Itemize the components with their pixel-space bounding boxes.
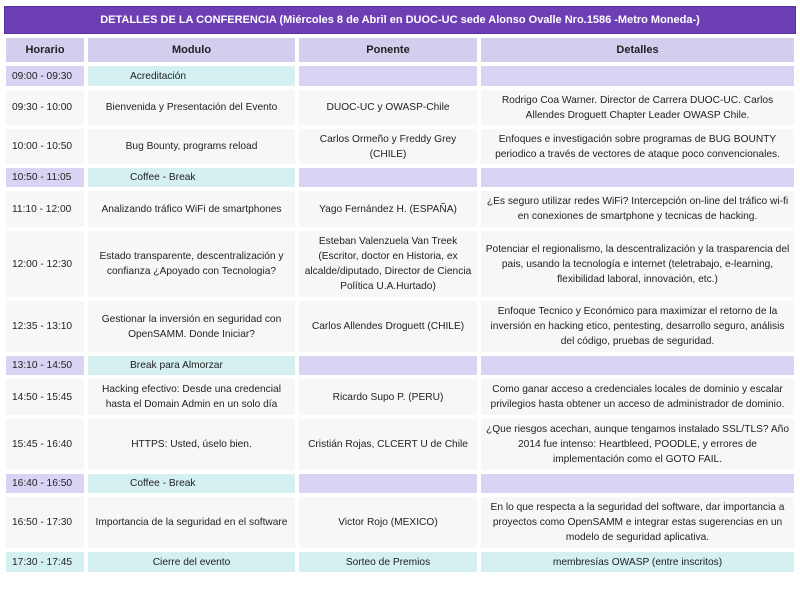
cell-module: Coffee - Break bbox=[86, 472, 297, 495]
cell-time: 09:30 - 10:00 bbox=[4, 88, 86, 127]
table-row bbox=[4, 472, 796, 495]
table-row bbox=[4, 166, 796, 189]
cell-speaker: Carlos Allendes Droguett (CHILE) bbox=[297, 299, 479, 354]
cell-module: Analizando tráfico WiFi de smartphones bbox=[86, 189, 297, 229]
cell-details bbox=[479, 166, 796, 189]
table-row bbox=[4, 64, 796, 88]
cell-details: Potenciar el regionalismo, la descentralización y la trasparencia del pais, usando la tecnología e internet (teletrabajo, e-learning, flexibilidad laboral, innovación, etc.) bbox=[479, 229, 796, 299]
table-row bbox=[4, 299, 796, 354]
cell-details bbox=[479, 64, 796, 88]
cell-details: ¿Que riesgos acechan, aunque tengamos instalado SSL/TLS? Año 2014 fue intenso: Heartbleed, POODLE, y errores de implementación como el GOTO FAIL. bbox=[479, 417, 796, 472]
cell-speaker: DUOC-UC y OWASP-Chile bbox=[297, 88, 479, 127]
header-row bbox=[4, 36, 796, 64]
cell-time: 13:10 - 14:50 bbox=[4, 354, 86, 377]
cell-module: Estado transparente, descentralización y confianza ¿Apoyado con Tecnologia? bbox=[86, 229, 297, 299]
table-row bbox=[4, 189, 796, 229]
cell-details: ¿Es seguro utilizar redes WiFi? Intercepción on-line del tráfico wi-fi en conexiones de smartphone y tecnicas de hacking. bbox=[479, 189, 796, 229]
table-row bbox=[4, 417, 796, 472]
cell-speaker: Carlos Ormeño y Freddy Grey (CHILE) bbox=[297, 127, 479, 166]
cell-details: Enfoque Tecnico y Económico para maximizar el retorno de la inversión en hacking etico, pentesting, desarrollo seguro, análisis del código, pruebas de seguridad. bbox=[479, 299, 796, 354]
cell-time: 12:00 - 12:30 bbox=[4, 229, 86, 299]
schedule-title: DETALLES DE LA CONFERENCIA (Miércoles 8 de Abril en DUOC-UC sede Alonso Ovalle Nro.1586 -Metro Moneda-) bbox=[4, 6, 796, 34]
cell-speaker: Cristián Rojas, CLCERT U de Chile bbox=[297, 417, 479, 472]
cell-module: HTTPS: Usted, úselo bien. bbox=[86, 417, 297, 472]
cell-module: Importancia de la seguridad en el software bbox=[86, 495, 297, 550]
cell-time: 16:50 - 17:30 bbox=[4, 495, 86, 550]
table-row bbox=[4, 229, 796, 299]
table-row bbox=[4, 550, 796, 574]
cell-speaker: Victor Rojo (MEXICO) bbox=[297, 495, 479, 550]
header-ponente: Ponente bbox=[297, 36, 479, 64]
cell-time: 15:45 - 16:40 bbox=[4, 417, 86, 472]
cell-time: 12:35 - 13:10 bbox=[4, 299, 86, 354]
cell-details: En lo que respecta a la seguridad del software, dar importancia a proyectos como OpenSAMM e integrar estas sugerencias en un modelo de seguridad aplicativa. bbox=[479, 495, 796, 550]
schedule-table bbox=[4, 36, 796, 574]
cell-details: membresías OWASP (entre inscritos) bbox=[479, 550, 796, 574]
cell-module: Coffee - Break bbox=[86, 166, 297, 189]
cell-details bbox=[479, 472, 796, 495]
cell-details: Como ganar acceso a credenciales locales de dominio y escalar privilegios hasta obtener un acceso de administrador de dominio. bbox=[479, 377, 796, 417]
table-row bbox=[4, 377, 796, 417]
cell-time: 16:40 - 16:50 bbox=[4, 472, 86, 495]
table-row bbox=[4, 354, 796, 377]
cell-time: 17:30 - 17:45 bbox=[4, 550, 86, 574]
cell-speaker bbox=[297, 166, 479, 189]
cell-speaker: Ricardo Supo P. (PERU) bbox=[297, 377, 479, 417]
cell-module: Bug Bounty, programs reload bbox=[86, 127, 297, 166]
cell-details: Rodrigo Coa Warner. Director de Carrera DUOC-UC. Carlos Allendes Droguett Chapter Leader OWASP Chile. bbox=[479, 88, 796, 127]
header-horario: Horario bbox=[4, 36, 86, 64]
cell-module: Hacking efectivo: Desde una credencial hasta el Domain Admin en un solo día bbox=[86, 377, 297, 417]
cell-module: Acreditación bbox=[86, 64, 297, 88]
cell-time: 10:50 - 11:05 bbox=[4, 166, 86, 189]
cell-speaker bbox=[297, 64, 479, 88]
conference-schedule bbox=[4, 6, 796, 574]
cell-speaker bbox=[297, 354, 479, 377]
cell-speaker bbox=[297, 472, 479, 495]
cell-time: 10:00 - 10:50 bbox=[4, 127, 86, 166]
header-detalles: Detalles bbox=[479, 36, 796, 64]
table-row bbox=[4, 495, 796, 550]
cell-speaker: Sorteo de Premios bbox=[297, 550, 479, 574]
cell-time: 14:50 - 15:45 bbox=[4, 377, 86, 417]
table-row bbox=[4, 127, 796, 166]
cell-time: 09:00 - 09:30 bbox=[4, 64, 86, 88]
cell-module: Break para Almorzar bbox=[86, 354, 297, 377]
cell-module: Bienvenida y Presentación del Evento bbox=[86, 88, 297, 127]
header-modulo: Modulo bbox=[86, 36, 297, 64]
cell-details: Enfoques e investigación sobre programas de BUG BOUNTY periodico a través de vectores de ataque poco convencionales. bbox=[479, 127, 796, 166]
cell-module: Cierre del evento bbox=[86, 550, 297, 574]
table-row bbox=[4, 88, 796, 127]
cell-speaker: Esteban Valenzuela Van Treek (Escritor, doctor en Historia, ex alcalde/diputado, Director de Ciencia Política U.A.Hurtado) bbox=[297, 229, 479, 299]
cell-details bbox=[479, 354, 796, 377]
cell-speaker: Yago Fernández H. (ESPAÑA) bbox=[297, 189, 479, 229]
cell-module: Gestionar la inversión en seguridad con OpenSAMM. Donde Iniciar? bbox=[86, 299, 297, 354]
cell-time: 11:10 - 12:00 bbox=[4, 189, 86, 229]
